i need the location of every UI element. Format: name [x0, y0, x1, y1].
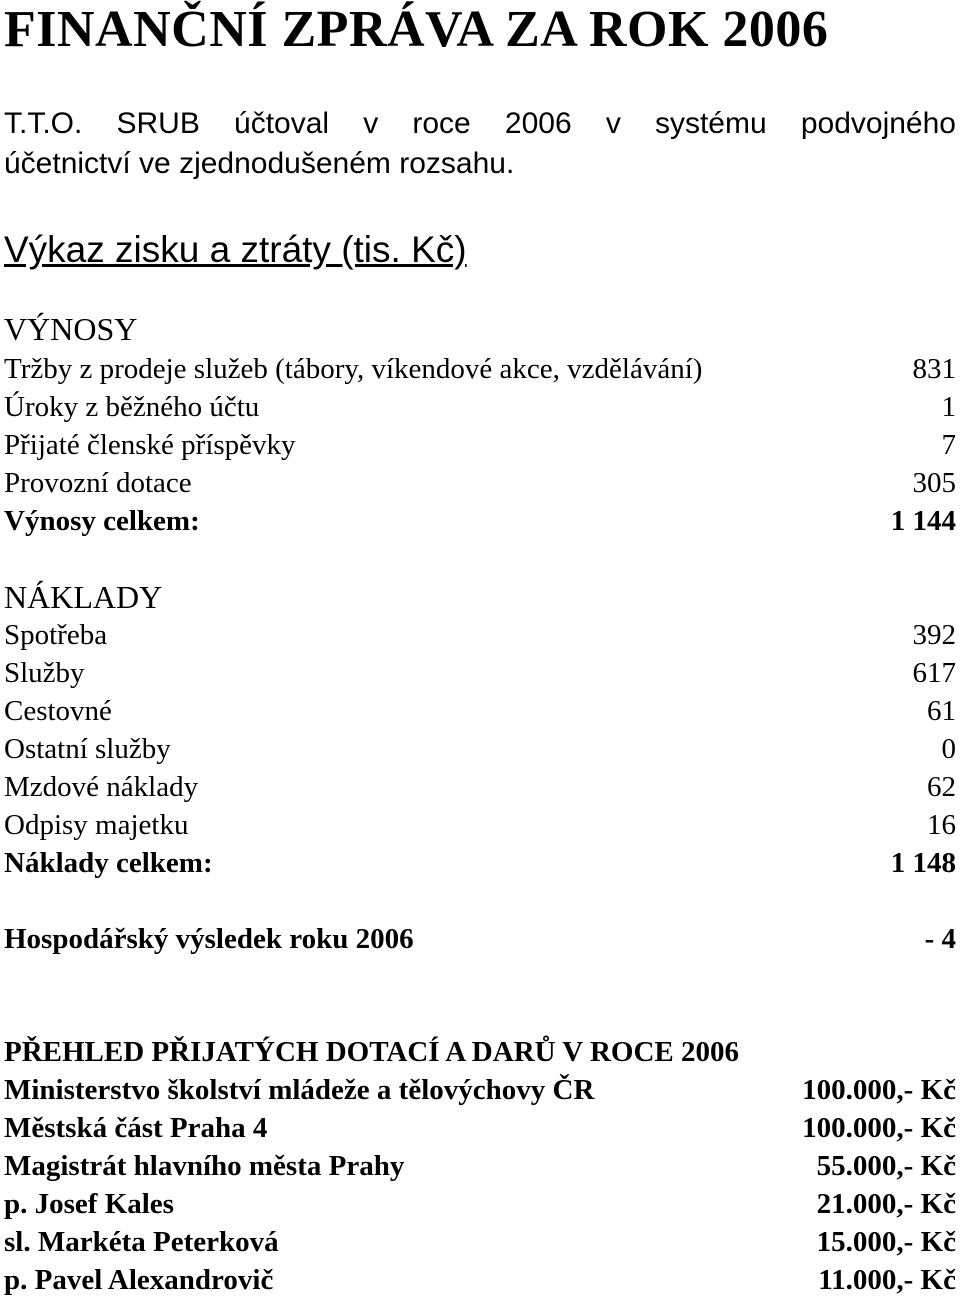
- intro-line-2: účetnictví ve zjednodušeném rozsahu.: [4, 147, 515, 180]
- row-label: Ostatní služby: [4, 733, 171, 765]
- income-row: [4, 464, 956, 502]
- grant-value: 21.000,- Kč: [816, 1188, 956, 1220]
- row-value: 62: [927, 771, 956, 803]
- cost-row: [4, 654, 956, 692]
- statement-title: Výkaz zisku a ztráty (tis. Kč): [4, 229, 467, 270]
- grant-value: 55.000,- Kč: [816, 1150, 956, 1182]
- intro-line-1: [4, 104, 956, 144]
- costs-total-row: [4, 844, 956, 882]
- row-label: Tržby z prodeje služeb (tábory, víkendové akce, vzdělávání): [4, 353, 703, 385]
- row-label: Spotřeba: [4, 619, 108, 651]
- income-total-row: [4, 502, 956, 540]
- grant-label: Magistrát hlavního města Prahy: [4, 1150, 405, 1182]
- income-row: [4, 426, 956, 464]
- cost-row: [4, 768, 956, 806]
- grant-label: sl. Markéta Peterková: [4, 1226, 279, 1258]
- grant-value: 15.000,- Kč: [816, 1226, 956, 1258]
- intro-word: SRUB: [116, 107, 200, 140]
- intro-word: účtoval: [234, 107, 330, 140]
- total-label: Náklady celkem:: [4, 847, 213, 879]
- grant-label: p. Josef Kales: [4, 1188, 174, 1220]
- row-label: Služby: [4, 657, 85, 689]
- row-value: 305: [912, 467, 956, 499]
- grant-label: Městská část Praha 4: [4, 1112, 268, 1144]
- total-value: 1 148: [890, 847, 956, 879]
- row-value: 61: [927, 695, 956, 727]
- cost-row: [4, 692, 956, 730]
- costs-heading: NÁKLADY: [4, 579, 163, 615]
- row-value: 0: [941, 733, 956, 765]
- report-title: FINANČNÍ ZPRÁVA ZA ROK 2006: [4, 1, 829, 58]
- row-value: 831: [912, 353, 956, 385]
- income-heading: VÝNOSY: [4, 311, 138, 347]
- grant-label: p. Pavel Alexandrovič: [4, 1264, 274, 1296]
- intro-word: T.T.O.: [4, 107, 83, 140]
- row-label: Odpisy majetku: [4, 809, 189, 841]
- cost-row: [4, 806, 956, 844]
- row-label: Přijaté členské příspěvky: [4, 429, 296, 461]
- cost-row: [4, 730, 956, 768]
- grant-value: 100.000,- Kč: [802, 1074, 956, 1106]
- result-label: Hospodářský výsledek roku 2006: [4, 923, 414, 955]
- result-value: - 4: [924, 923, 956, 955]
- income-row: [4, 350, 956, 388]
- grant-value: 11.000,- Kč: [818, 1264, 956, 1296]
- row-label: Cestovné: [4, 695, 112, 727]
- intro-word: 2006: [504, 107, 572, 140]
- row-label: Mzdové náklady: [4, 771, 199, 803]
- total-label: Výnosy celkem:: [4, 505, 200, 537]
- intro-word: v systému: [605, 107, 767, 140]
- row-value: 392: [912, 619, 956, 651]
- income-row: [4, 388, 956, 426]
- intro-word: podvojného: [800, 107, 956, 140]
- grant-value: 100.000,- Kč: [802, 1112, 956, 1144]
- row-value: 16: [927, 809, 956, 841]
- grants-heading: PŘEHLED PŘIJATÝCH DOTACÍ A DARŮ V ROCE 2006: [4, 1036, 740, 1068]
- cost-row: [4, 616, 956, 654]
- intro-word: v roce: [363, 107, 471, 140]
- grant-label: Ministerstvo školství mládeže a tělovýchovy ČR: [4, 1074, 595, 1106]
- result-row: [4, 920, 956, 958]
- total-value: 1 144: [890, 505, 956, 537]
- row-label: Úroky z běžného účtu: [4, 391, 260, 423]
- row-value: 1: [941, 391, 956, 423]
- row-label: Provozní dotace: [4, 467, 192, 499]
- row-value: 617: [912, 657, 956, 689]
- row-value: 7: [941, 429, 956, 461]
